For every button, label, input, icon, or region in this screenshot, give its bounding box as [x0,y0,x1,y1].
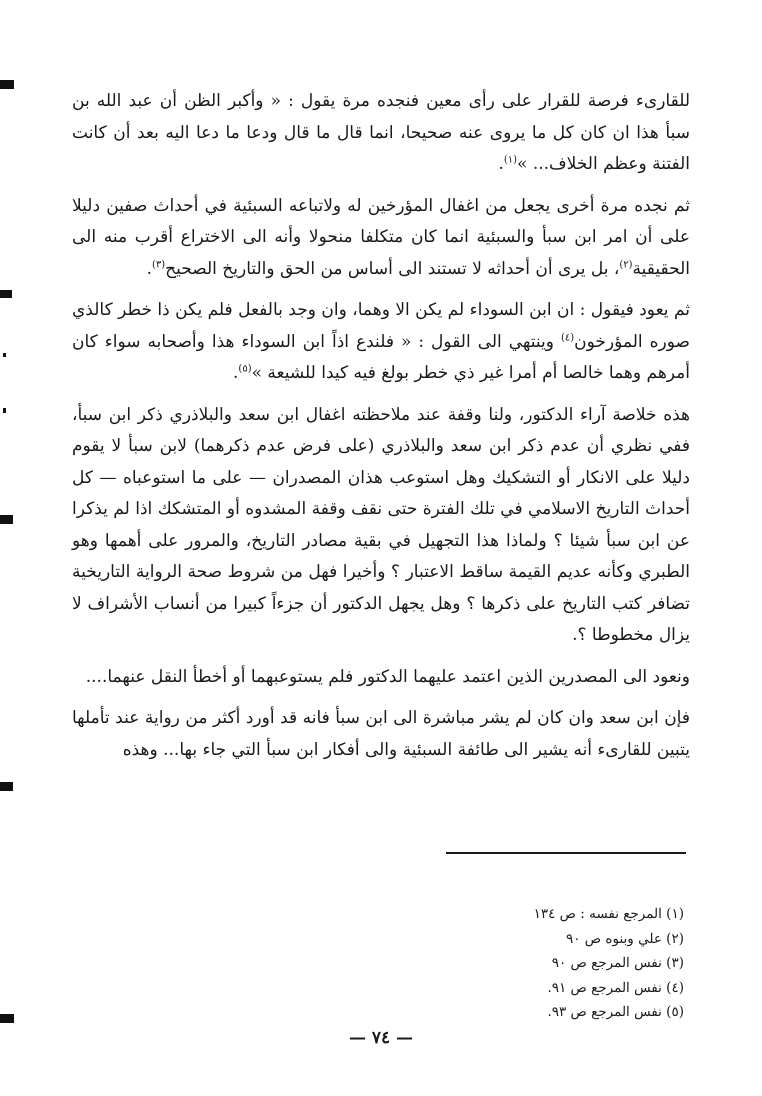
footnote-ref-2: (٢) [619,258,633,270]
paragraph-5: ونعود الى المصدرين الذين اعتمد عليهما الدكتور فلم يستوعبهما أو أخطأ النقل عنهما.... [85,666,690,687]
footnote-ref-1: (١) [503,154,518,166]
edge-mark [0,290,12,298]
footnote-ref-4: (٤) [560,331,575,343]
footnote-separator [446,852,686,854]
paragraph-1: للقارىء فرصة للقرار على رأى معين فنجده مرة يقول : « وأكبر الظن أن عبد الله بن سبأ هذا ان كان كل ما يروى عنه صحيحا، انما قال ما قال ودعا ما دعا اليه بعد أن كانت الفتنة وعظم الخلاف... »$^{(١)}$. [72,91,690,174]
paragraph-4: هذه خلاصة آراء الدكتور، ولنا وقفة عند ملاحظته اغفال ابن سعد والبلاذري ذكر ابن سبأ، ففي نظري أن عدم ذكر ابن سعد والبلاذري (على فرض عدم ذكرهما) لابن سبأ لا يقوم دليلا على الانكار أو التشكيك وهل استوعب هذان المصدران — على ما استوعباه — كل أحداث التاريخ الاسلامي في تلك الفترة حتى نقف وقفة المشدوه أو المتشكك اذا لم يذكرا عن ابن سبأ شيئا ؟ ولماذا هذا التجهيل في بقية مصادر التاريخ، والمرور على أهمها وهو الطبري وكأنه عديم القيمة ساقط الاعتبار ؟ وأخيرا فهل من شروط صحة الرواية التاريخية تضافر كتب التاريخ على ذكرها ؟ وهل يجهل الدكتور أن جزءاً كبيرا من أنساب الأشراف لا يزال مخطوطا ؟. [72,404,690,645]
footnote-ref-3: (٣) [151,258,166,270]
paragraph-2: ثم نجده مرة أخرى يجعل من اغفال المؤرخين له ولاتباعه السبئية في أحداث صفين دليلا على أن امر ابن سبأ والسبئية انما كان متكلفا منحولا وأنه الى الاختراع أقرب منه الى الحقيقية$^{(٢)}$، بل يرى أن أحداثه لا تستند الى أساس من الحق والتاريخ الصحيح$^{(٣)}$. [72,195,690,279]
footnote-1: (١) المرجع نفسه : ص ١٣٤ [533,906,684,922]
paragraph-3: ثم يعود فيقول : ان ابن السوداء لم يكن الا وهما، وان وجد بالفعل فلم يكن ذا خطر كالذي صوره المؤرخون$^{(٤)}$ وينتهي الى القول : « فلندع اذاً ابن السوداء هذا وأصحابه سواء كان أمرهم وهما خالصا أم أمرا غير ذي خطر بولغ فيه كيدا للشيعة »$^{(٥)}$. [72,300,690,383]
footnote-2: (٢) علي وبنوه ص ٩٠ [566,930,684,947]
main-text [72,86,690,776]
edge-mark [0,1014,14,1023]
edge-mark [0,515,13,524]
edge-mark [3,408,6,413]
footnote-ref-5: (٥) [238,363,252,375]
footnote-4: (٤) نفس المرجع ص ٩١. [547,979,684,996]
footnote-3: (٣) نفس المرجع ص ٩٠ [551,955,684,971]
footnote-5: (٥) نفس المرجع ص ٩٣. [547,1004,684,1020]
footnotes [384,902,684,1025]
page-number: — ٧٤ — [348,1028,414,1048]
paragraph-6: فإن ابن سعد وان كان لم يشر مباشرة الى ابن سبأ فانه قد أورد أكثر من رواية عند تأملها يتبين للقارىء أنه يشير الى طائفة السبئية والى أفكار ابن سبأ التي جاء بها... وهذه [72,708,690,760]
edge-mark [3,353,6,357]
edge-mark [0,782,13,791]
edge-mark [0,80,14,89]
